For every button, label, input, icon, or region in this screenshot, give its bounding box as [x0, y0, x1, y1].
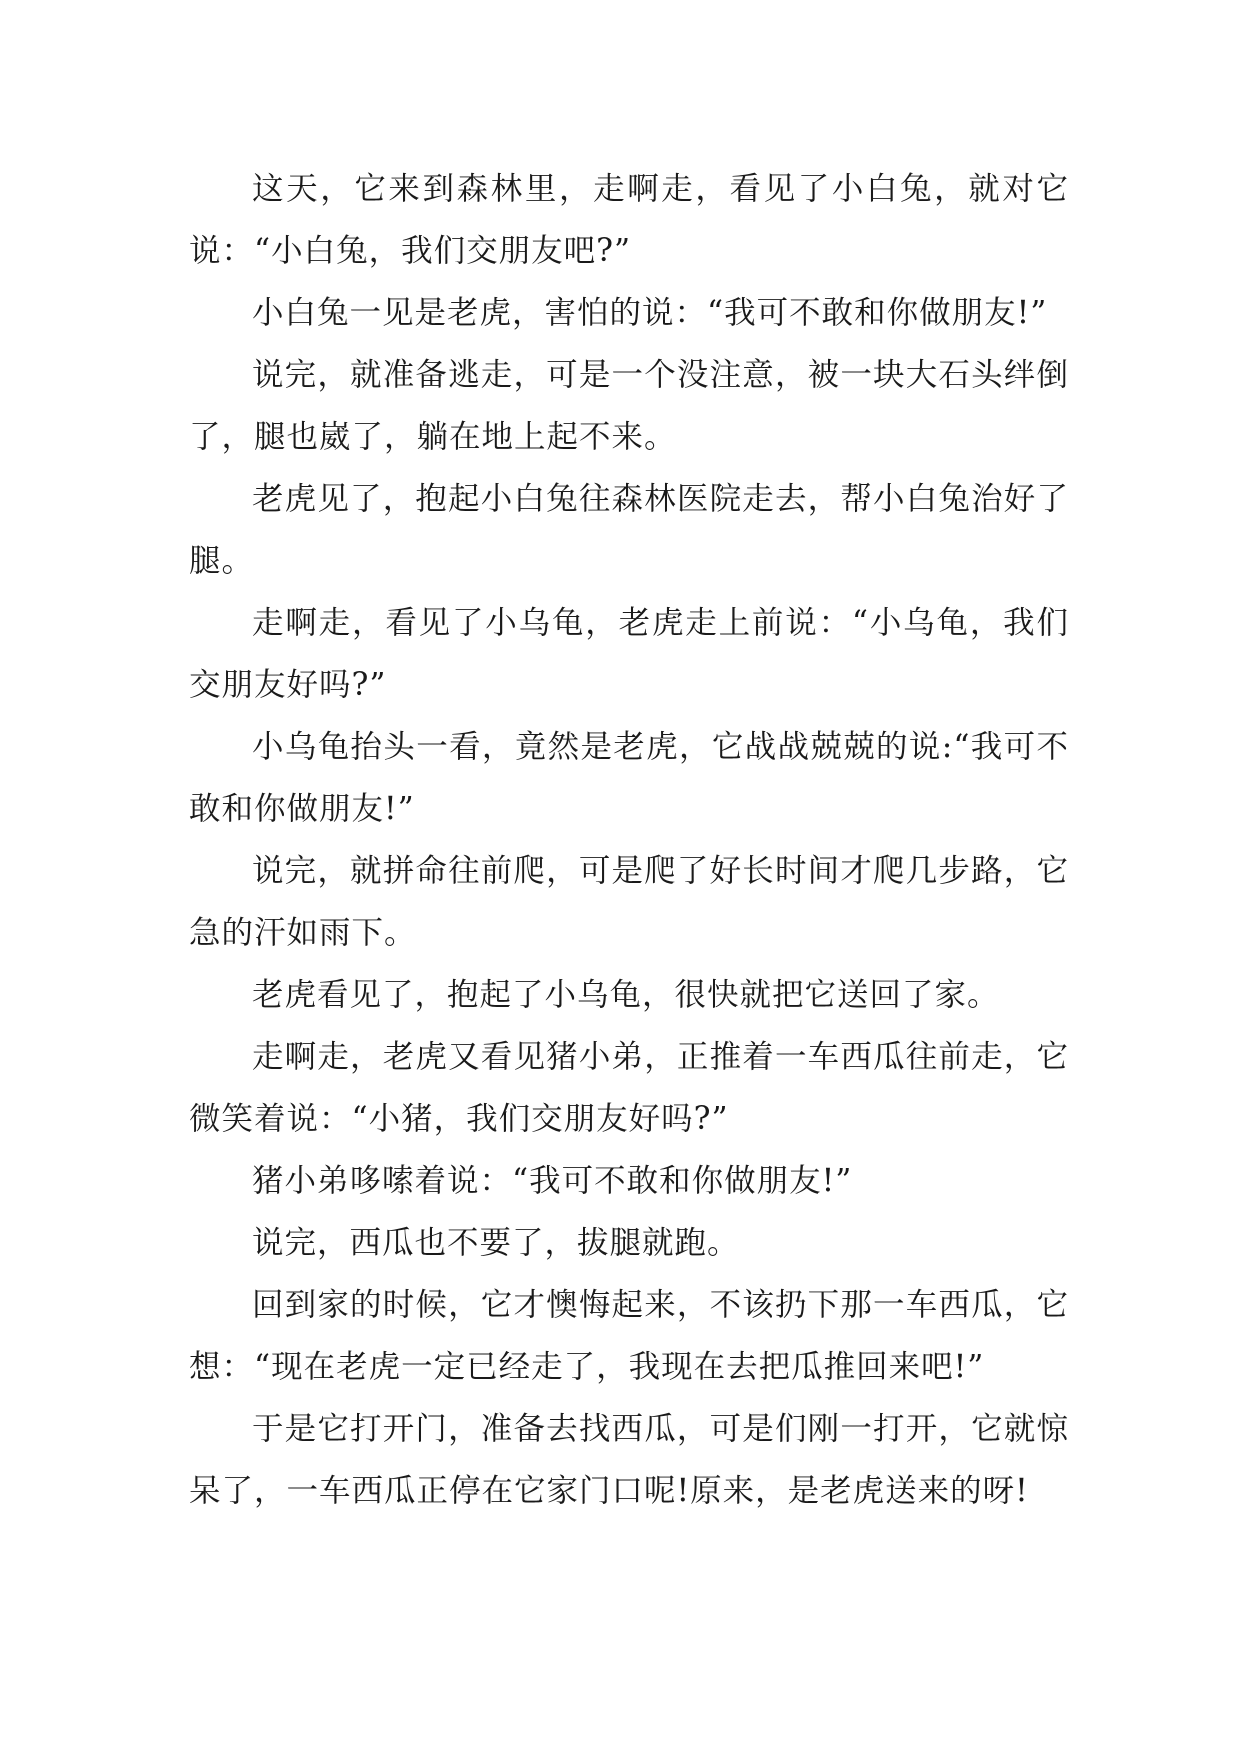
paragraph: 说完，就拼命往前爬，可是爬了好长时间才爬几步路，它急的汗如雨下。 — [189, 853, 1069, 951]
paragraph: 说完，就准备逃走，可是一个没注意，被一块大石头绊倒了，腿也崴了，躺在地上起不来。 — [189, 357, 1069, 455]
paragraph: 走啊走，看见了小乌龟，老虎走上前说：“小乌龟，我们交朋友好吗?” — [189, 605, 1069, 703]
paragraph: 猪小弟哆嗦着说：“我可不敢和你做朋友!” — [252, 1163, 853, 1199]
paragraph: 回到家的时候，它才懊悔起来，不该扔下那一车西瓜，它想：“现在老虎一定已经走了，我现在去把瓜推回来吧!” — [189, 1287, 1069, 1385]
paragraph: 说完，西瓜也不要了，拔腿就跑。 — [252, 1225, 740, 1261]
paragraph: 走啊走，老虎又看见猪小弟，正推着一车西瓜往前走，它微笑着说：“小猪，我们交朋友好吗?” — [189, 1039, 1069, 1137]
paragraph: 小乌龟抬头一看，竟然是老虎，它战战兢兢的说:“我可不敢和你做朋友!” — [189, 729, 1069, 827]
paragraph: 小白兔一见是老虎，害怕的说：“我可不敢和你做朋友!” — [252, 295, 1048, 331]
paragraph: 于是它打开门，准备去找西瓜，可是们刚一打开，它就惊呆了，一车西瓜正停在它家门口呢!原来，是老虎送来的呀! — [189, 1411, 1069, 1509]
paragraph: 这天，它来到森林里，走啊走，看见了小白兔，就对它说：“小白兔，我们交朋友吧?” — [189, 171, 1069, 269]
paragraph: 老虎看见了，抱起了小乌龟，很快就把它送回了家。 — [252, 977, 1000, 1013]
paragraph: 老虎见了，抱起小白兔往森林医院走去，帮小白兔治好了腿。 — [189, 481, 1069, 579]
story-body — [189, 158, 1069, 1522]
